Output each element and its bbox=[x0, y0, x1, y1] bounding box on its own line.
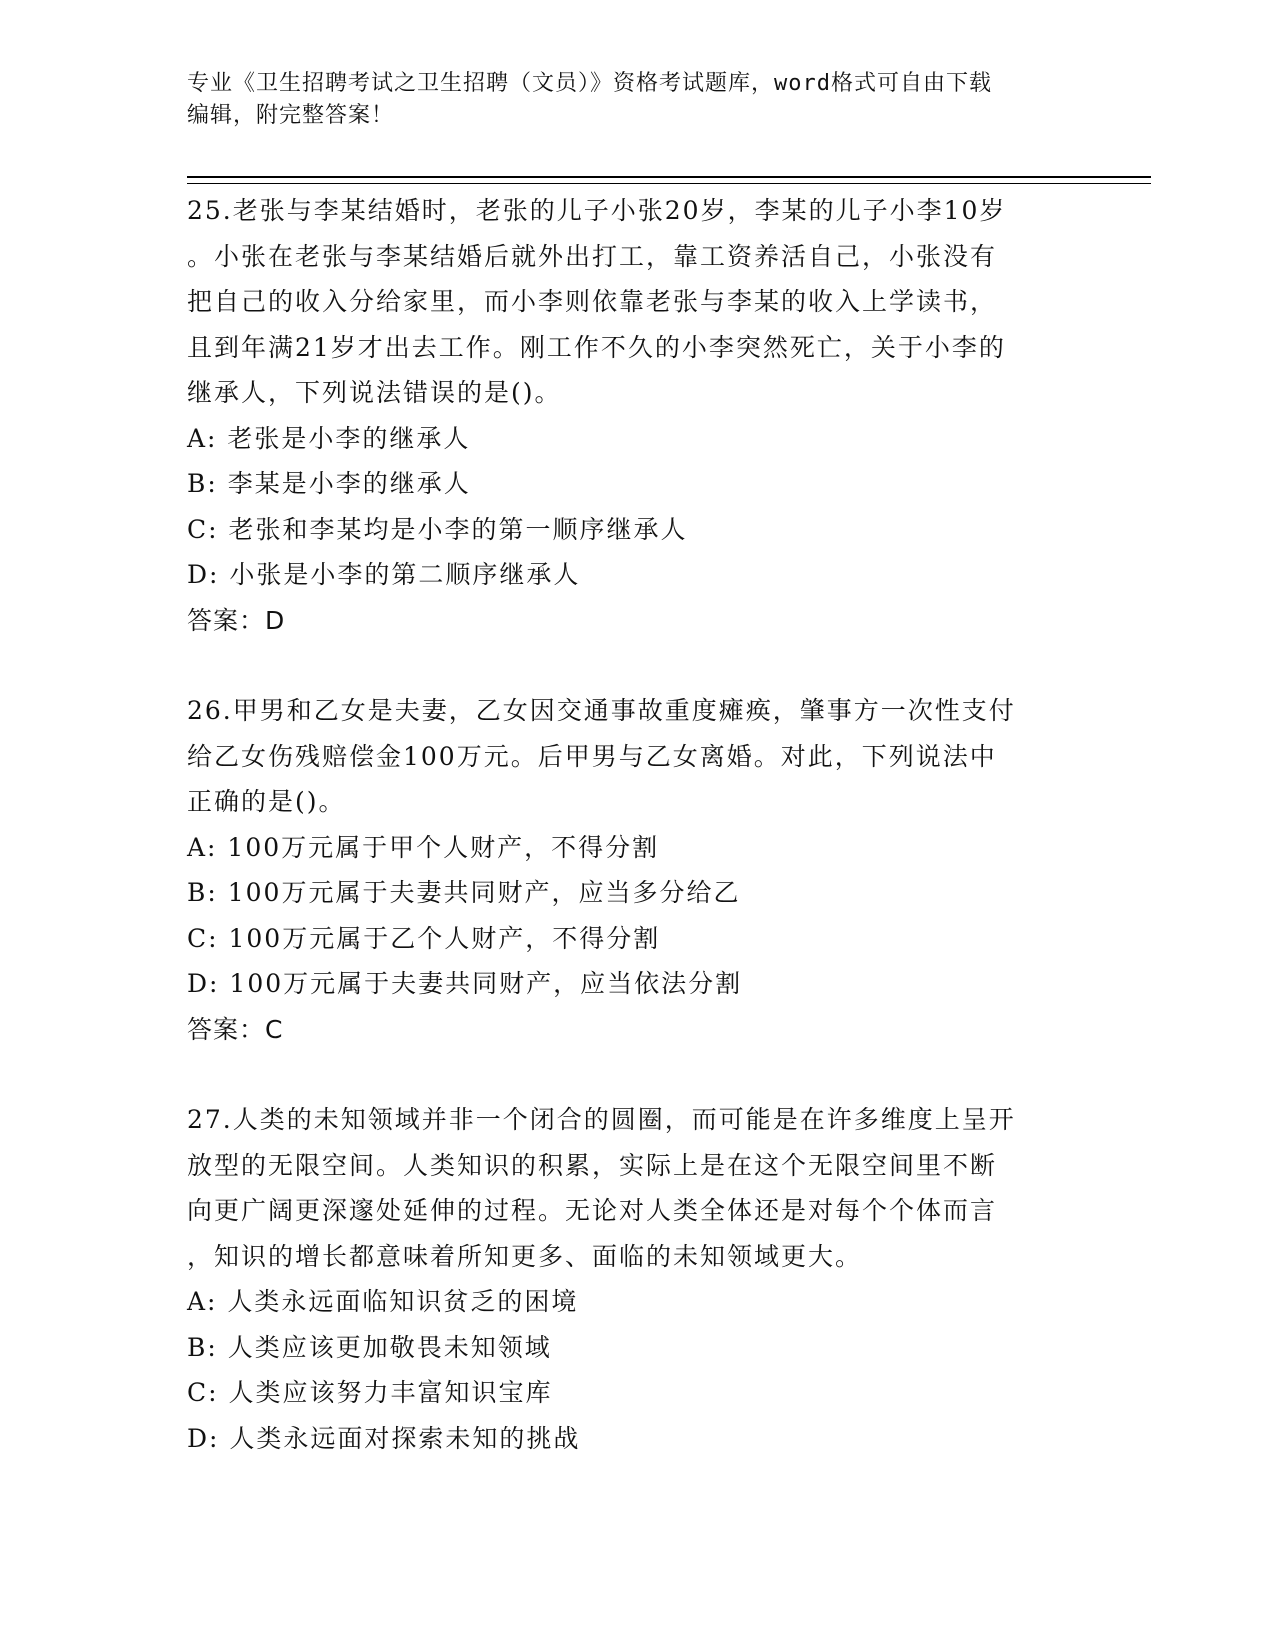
stem-line: 放型的无限空间。人类知识的积累，实际上是在这个无限空间里不断 bbox=[187, 1150, 998, 1180]
question-stem bbox=[187, 688, 1087, 825]
answer-label: 答案：C bbox=[187, 1014, 284, 1044]
option-a: A: 人类永远面临知识贫乏的困境 bbox=[187, 1287, 579, 1316]
header-divider-thick bbox=[187, 176, 1151, 178]
question-27 bbox=[187, 1097, 1087, 1461]
option-b: B: 人类应该更加敬畏未知领域 bbox=[187, 1332, 552, 1362]
stem-line: 继承人，下列说法错误的是()。 bbox=[187, 378, 562, 407]
questions-list bbox=[187, 188, 1087, 1506]
stem-line: 正确的是()。 bbox=[187, 787, 346, 816]
stem-line: 。小张在老张与李某结婚后就外出打工，靠工资养活自己，小张没有 bbox=[187, 241, 998, 271]
stem-line: 25.老张与李某结婚时，老张的儿子小张20岁，李某的儿子小李10岁 bbox=[187, 196, 1007, 225]
stem-line: 向更广阔更深邃处延伸的过程。无论对人类全体还是对每个个体而言 bbox=[187, 1196, 998, 1225]
option-c: C: 100万元属于乙个人财产，不得分割 bbox=[187, 923, 661, 953]
option-d: D: 小张是小李的第二顺序继承人 bbox=[187, 560, 581, 589]
stem-line: 26.甲男和乙女是夫妻，乙女因交通事故重度瘫痪，肇事方一次性支付 bbox=[187, 696, 1016, 725]
option-c: C: 老张和李某均是小李的第一顺序继承人 bbox=[187, 514, 688, 544]
header-line-1: 专业《卫生招聘考试之卫生招聘（文员）》资格考试题库，word格式可自由下载 bbox=[187, 71, 992, 96]
option-c: C: 人类应该努力丰富知识宝库 bbox=[187, 1378, 553, 1407]
question-stem bbox=[187, 188, 1087, 416]
answer-label: 答案：D bbox=[187, 605, 286, 635]
option-b: B: 100万元属于夫妻共同财产，应当多分给乙 bbox=[187, 878, 741, 907]
option-d: D: 人类永远面对探索未知的挑战 bbox=[187, 1423, 581, 1453]
option-a: A: 老张是小李的继承人 bbox=[187, 423, 471, 453]
document-header bbox=[187, 68, 1087, 132]
question-26 bbox=[187, 688, 1087, 1052]
header-divider-thin bbox=[187, 183, 1151, 184]
stem-line: 给乙女伤残赔偿金100万元。后甲男与乙女离婚。对此，下列说法中 bbox=[187, 741, 997, 771]
option-b: B: 李某是小李的继承人 bbox=[187, 469, 471, 498]
stem-line: 且到年满21岁才出去工作。刚工作不久的小李突然死亡，关于小李的 bbox=[187, 332, 1006, 362]
option-a: A: 100万元属于甲个人财产，不得分割 bbox=[187, 832, 660, 862]
stem-line: 把自己的收入分给家里，而小李则依靠老张与李某的收入上学读书， bbox=[187, 287, 998, 316]
stem-line: 27.人类的未知领域并非一个闭合的圆圈，而可能是在许多维度上呈开 bbox=[187, 1105, 1016, 1134]
stem-line: ，知识的增长都意味着所知更多、面临的未知领域更大。 bbox=[187, 1241, 863, 1271]
option-d: D: 100万元属于夫妻共同财产，应当依法分割 bbox=[187, 969, 743, 998]
question-25 bbox=[187, 188, 1087, 643]
question-stem bbox=[187, 1097, 1087, 1279]
header-line-2: 编辑，附完整答案！ bbox=[187, 103, 395, 128]
